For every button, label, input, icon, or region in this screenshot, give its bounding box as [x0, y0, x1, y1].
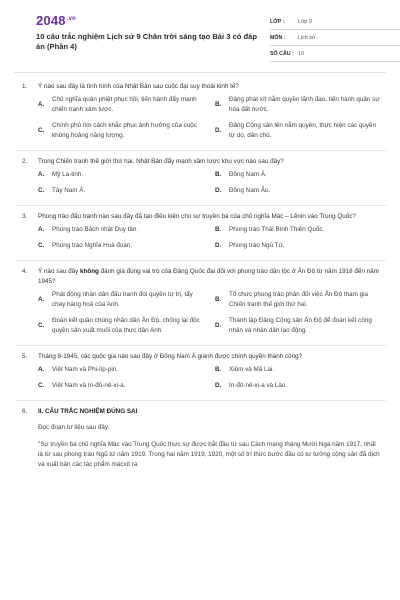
- options: [38, 167, 382, 199]
- option-letter: D.: [215, 242, 222, 249]
- option-b[interactable]: [215, 222, 382, 238]
- option-letter: B.: [215, 226, 222, 233]
- option-a[interactable]: [38, 222, 205, 238]
- option-letter: D.: [215, 382, 222, 389]
- option-text: Thành lập Đảng Cộng sản Ấn Độ để đoàn kết công nhân và nhân dân lao động.: [229, 317, 372, 334]
- meta-row-count: [270, 46, 400, 62]
- question-text-part: đánh giá đúng vai trò của Đảng Quốc đại đối với phong trào dân tộc ở Ấn Độ từ năm 1918 đến năm 1945?: [38, 268, 379, 285]
- option-a[interactable]: [38, 92, 205, 118]
- option-letter: A.: [38, 226, 45, 233]
- meta-key: MÔN :: [270, 34, 286, 41]
- option-text: Chính phủ tìm cách khắc phục ảnh hưởng của cuộc khủng hoảng năng lượng.: [52, 122, 197, 139]
- option-letter: C.: [38, 382, 45, 389]
- option-text: Đông Nam Âu.: [229, 187, 271, 194]
- options: [38, 362, 382, 394]
- question-number: 2.: [22, 158, 28, 165]
- option-c[interactable]: [38, 313, 205, 339]
- options: [38, 92, 382, 144]
- option-text: Đông Nam Á.: [229, 171, 267, 178]
- meta-row-subject: [270, 30, 400, 46]
- option-a[interactable]: [38, 287, 205, 313]
- option-letter: A.: [38, 366, 45, 373]
- option-text: Phong trào Thái Bình Thiên Quốc.: [229, 226, 325, 233]
- option-letter: D.: [215, 322, 222, 329]
- question-3: [22, 212, 382, 254]
- question-5: [22, 352, 382, 394]
- option-letter: C.: [38, 127, 45, 134]
- option-b[interactable]: [215, 167, 382, 183]
- question-number: 1.: [22, 83, 28, 90]
- meta-value: Lớp 9: [298, 18, 312, 25]
- option-letter: A.: [38, 296, 45, 303]
- option-letter: C.: [38, 242, 45, 249]
- option-letter: C.: [38, 187, 45, 194]
- option-letter: B.: [215, 101, 222, 108]
- header-divider: [14, 72, 386, 73]
- option-c[interactable]: [38, 118, 205, 144]
- option-text: Phong trào Bách nhật Duy tân.: [52, 226, 139, 233]
- section-intro: Đọc đoạn tư liệu sau đây:: [38, 424, 110, 431]
- option-text: Xiêm và Mã Lai.: [229, 366, 275, 373]
- option-text: In-đô-nê-xi-a và Lào.: [229, 382, 288, 389]
- option-letter: B.: [215, 296, 222, 303]
- option-text: Phát động nhân dân đấu tranh đòi quyền tự trị, tẩy chay hàng hoá của Anh.: [52, 291, 193, 308]
- option-d[interactable]: [215, 238, 382, 254]
- option-text: Việt Nam và In-đô-nê-xi-a.: [52, 382, 126, 389]
- option-text: Đảng phát xít nắm quyền lãnh đạo, tiến hành quân sự hóa đất nước.: [229, 96, 380, 113]
- option-d[interactable]: [215, 313, 382, 339]
- page-title: 10 câu trắc nghiệm Lịch sử 9 Chân trời sáng tạo Bài 3 có đáp án (Phần 4): [36, 32, 258, 51]
- option-text: Chủ nghĩa quân phiệt phục hồi, tiến hành đẩy mạnh chiến tranh xâm lược.: [52, 96, 197, 113]
- meta-key: LỚP :: [270, 18, 285, 25]
- option-letter: D.: [215, 127, 222, 134]
- divider: [16, 260, 386, 261]
- option-c[interactable]: [38, 378, 205, 394]
- option-a[interactable]: [38, 362, 205, 378]
- question-text: [38, 267, 382, 287]
- question-2: [22, 157, 382, 199]
- site-logo[interactable]: [36, 13, 76, 28]
- question-text: Ý nào sau đây là tình hình của Nhật Bản sau cuộc đại suy thoái kinh tế?: [38, 83, 239, 90]
- meta-row-grade: [270, 14, 400, 30]
- question-list: [22, 82, 382, 470]
- question-text: Phong trào đấu tranh nào sau đây đã tạo điều kiện cho sự truyền bá của chủ nghĩa Mác – Lênin vào Trung Quốc?: [38, 213, 356, 220]
- logo-text: 2048: [36, 13, 66, 28]
- option-d[interactable]: [215, 183, 382, 199]
- divider: [16, 150, 386, 151]
- option-letter: D.: [215, 187, 222, 194]
- options: [38, 287, 382, 339]
- option-text: Đảng Cộng sản lên nắm quyền, thực hiện các quyền tự do, dân chủ.: [229, 122, 377, 139]
- question-number: 4.: [22, 268, 28, 275]
- option-letter: A.: [38, 171, 45, 178]
- option-letter: A.: [38, 101, 45, 108]
- worksheet-header: [18, 0, 382, 66]
- option-letter: B.: [215, 366, 222, 373]
- question-emphasis: không: [80, 268, 99, 275]
- divider: [16, 345, 386, 346]
- option-a[interactable]: [38, 167, 205, 183]
- option-b[interactable]: [215, 362, 382, 378]
- option-c[interactable]: [38, 183, 205, 199]
- meta-table: [270, 14, 400, 62]
- options: [38, 222, 382, 254]
- question-text-part: Ý nào sau đây: [38, 268, 81, 275]
- section-title: II. CÂU TRẮC NGHIỆM ĐÚNG SAI: [38, 408, 138, 415]
- question-4: [22, 267, 382, 339]
- question-number: 6.: [22, 408, 28, 415]
- option-text: Phong trào Ngũ Tứ.: [229, 242, 285, 249]
- option-text: Tây Nam Á.: [52, 187, 86, 194]
- option-text: Việt Nam và Phi-líp-pin.: [52, 366, 119, 373]
- meta-key: SỐ CÂU :: [270, 50, 294, 57]
- question-text: Trong Chiến tranh thế giới thứ hai, Nhật Bản đẩy mạnh xâm lược khu vực nào sau đây?: [38, 158, 284, 165]
- meta-value: Lịch sử: [298, 34, 316, 41]
- option-d[interactable]: [215, 118, 382, 144]
- option-text: Phong trào Nghĩa Hoà đoàn.: [52, 242, 133, 249]
- question-number: 5.: [22, 353, 28, 360]
- option-letter: B.: [215, 171, 222, 178]
- option-b[interactable]: [215, 92, 382, 118]
- option-text: Đoàn kết quần chúng nhân dân Ấn Độ, chống lại độc quyền sản xuất muối của thực dân Anh.: [52, 317, 200, 334]
- divider: [16, 205, 386, 206]
- option-b[interactable]: [215, 287, 382, 313]
- option-letter: C.: [38, 322, 45, 329]
- option-c[interactable]: [38, 238, 205, 254]
- meta-value: 10: [298, 50, 304, 57]
- logo-suffix: .vn: [66, 15, 77, 22]
- question-6: [22, 407, 382, 470]
- question-text: Tháng 8-1945, các quốc gia nào sau đây ở Đông Nam Á giành được chính quyền thành công?: [38, 353, 303, 360]
- question-number: 3.: [22, 213, 28, 220]
- option-d[interactable]: [215, 378, 382, 394]
- source-quote: "Sự truyền bá chủ nghĩa Mác vào Trung Quốc thực sự được bắt đầu từ sau Cách mạng tháng Mười Nga năm 1917, nhất là từ sau phong trào Ngũ tứ năm 1919. Trong hai năm 1919, 1920, một số trí thức bước đầu có tư tưởng cộng sản đã dịch và xuất bản các tác phẩm mácxít ra: [38, 441, 380, 468]
- option-text: Mỹ La-tinh.: [52, 171, 84, 178]
- question-1: [22, 82, 382, 144]
- divider: [16, 400, 386, 401]
- option-text: Tổ chức phong trào phản đối việc Ấn Độ tham gia Chiến tranh thế giới thứ hai.: [229, 291, 368, 308]
